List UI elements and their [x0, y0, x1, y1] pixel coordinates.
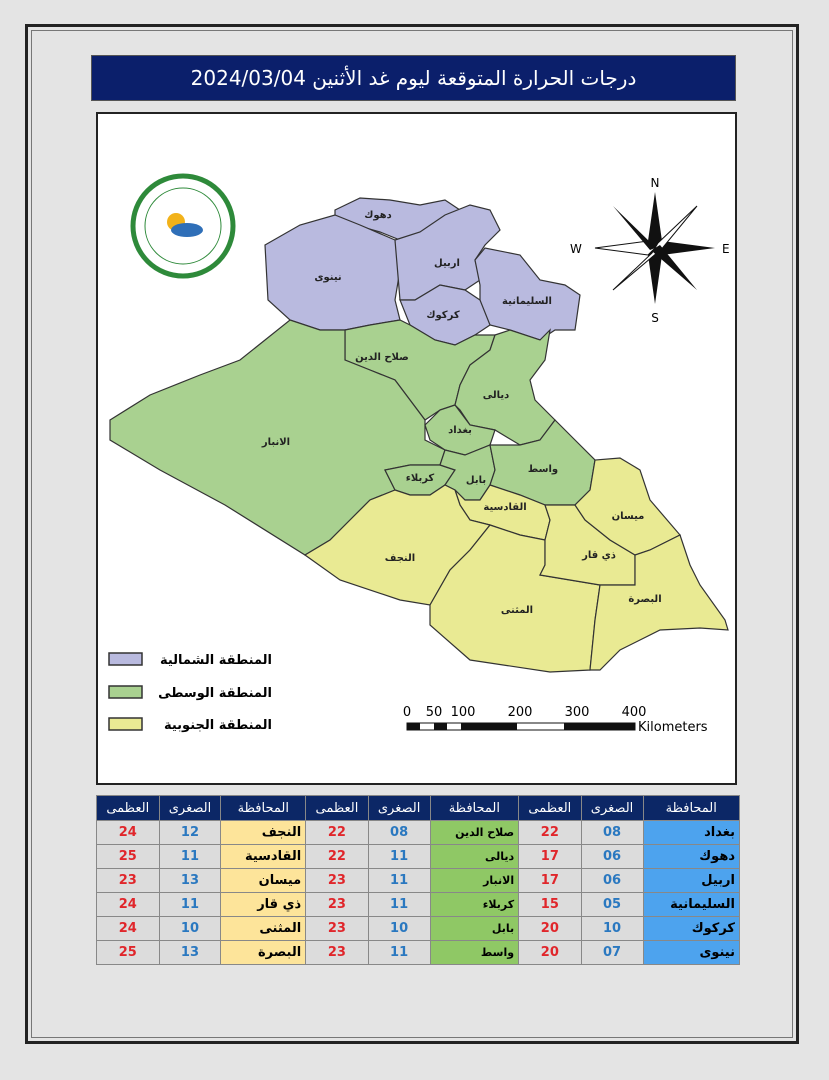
table-row	[97, 893, 740, 917]
max-temp-cell: 24	[97, 917, 160, 941]
legend-south: المنطقة الجنوبية	[163, 718, 272, 733]
province-cell: البصرة	[221, 941, 306, 965]
scale-bar	[403, 705, 708, 735]
province-cell: بابل	[430, 917, 519, 941]
min-temp-cell: 07	[581, 941, 643, 965]
label-sulaymaniyah: السليمانية	[502, 296, 552, 307]
min-temp-cell: 05	[581, 893, 643, 917]
max-temp-cell: 23	[306, 917, 368, 941]
label-dhiqar: ذي قار	[582, 550, 616, 561]
max-temp-cell: 15	[519, 893, 581, 917]
province-cell: ميسان	[221, 869, 306, 893]
max-temp-cell: 25	[97, 845, 160, 869]
province-cell: القادسية	[221, 845, 306, 869]
max-temp-cell: 20	[519, 941, 581, 965]
max-temp-cell: 23	[306, 941, 368, 965]
min-temp-cell: 11	[368, 893, 430, 917]
table-row	[97, 821, 740, 845]
table-header-row	[97, 796, 740, 821]
min-temp-cell: 13	[159, 941, 221, 965]
max-temp-cell: 24	[97, 893, 160, 917]
label-kirkuk: كركوك	[426, 310, 460, 321]
scale-tick-200: 200	[507, 705, 533, 720]
min-temp-cell: 11	[159, 845, 221, 869]
min-temp-cell: 08	[368, 821, 430, 845]
header-province: المحافظة	[221, 796, 306, 821]
min-temp-cell: 10	[581, 917, 643, 941]
province-cell: ديالى	[430, 845, 519, 869]
table-row	[97, 869, 740, 893]
label-wasit: واسط	[527, 464, 559, 475]
compass-rose-icon	[570, 176, 730, 325]
header-province: المحافظة	[430, 796, 519, 821]
min-temp-cell: 06	[581, 845, 643, 869]
header-province: المحافظة	[643, 796, 740, 821]
province-sulaymaniyah	[475, 248, 580, 340]
max-temp-cell: 17	[519, 869, 581, 893]
province-cell: النجف	[221, 821, 306, 845]
province-cell: بغداد	[643, 821, 740, 845]
label-muthanna: المثنى	[500, 605, 534, 616]
legend-north: المنطقة الشمالية	[159, 653, 272, 668]
label-erbil: اربيل	[434, 258, 460, 269]
scale-tick-50: 50	[425, 705, 443, 720]
table-row	[97, 941, 740, 965]
label-basra: البصرة	[628, 594, 662, 605]
table-row	[97, 845, 740, 869]
scale-unit: Kilometers	[638, 720, 708, 735]
scale-tick-300: 300	[564, 705, 590, 720]
scale-tick-400: 400	[621, 705, 647, 720]
label-salahaddin: صلاح الدين	[355, 352, 409, 363]
min-temp-cell: 11	[368, 845, 430, 869]
iraq-map	[96, 112, 737, 785]
province-cell: المثنى	[221, 917, 306, 941]
province-cell: دهوك	[643, 845, 740, 869]
max-temp-cell: 23	[97, 869, 160, 893]
label-najaf: النجف	[384, 553, 416, 564]
max-temp-cell: 23	[306, 893, 368, 917]
province-cell: اربيل	[643, 869, 740, 893]
province-cell: كربلاء	[430, 893, 519, 917]
compass-w: W	[570, 242, 582, 256]
max-temp-cell: 22	[519, 821, 581, 845]
header-max: العظمى	[97, 796, 160, 821]
max-temp-cell: 25	[97, 941, 160, 965]
province-cell: واسط	[430, 941, 519, 965]
province-cell: السليمانية	[643, 893, 740, 917]
label-qadisiyah: القادسية	[483, 502, 527, 513]
table-row	[97, 917, 740, 941]
province-cell: الانبار	[430, 869, 519, 893]
min-temp-cell: 11	[159, 893, 221, 917]
temperature-table	[96, 795, 740, 965]
label-maysan: ميسان	[611, 511, 645, 522]
min-temp-cell: 10	[368, 917, 430, 941]
map-legend	[109, 653, 272, 733]
meteorology-logo	[133, 176, 233, 276]
label-anbar: الانبار	[261, 437, 291, 448]
header-min: الصغرى	[581, 796, 643, 821]
max-temp-cell: 17	[519, 845, 581, 869]
header-max: العظمى	[519, 796, 581, 821]
label-nineveh: نينوى	[314, 272, 342, 283]
compass-s: S	[651, 311, 659, 325]
scale-tick-100: 100	[450, 705, 476, 720]
header-min: الصغرى	[368, 796, 430, 821]
max-temp-cell: 24	[97, 821, 160, 845]
max-temp-cell: 20	[519, 917, 581, 941]
header-max: العظمى	[306, 796, 368, 821]
label-karbala: كربلاء	[405, 473, 435, 484]
min-temp-cell: 06	[581, 869, 643, 893]
label-diyala: ديالى	[482, 390, 510, 401]
min-temp-cell: 08	[581, 821, 643, 845]
province-cell: ذي قار	[221, 893, 306, 917]
compass-e: E	[722, 242, 730, 256]
min-temp-cell: 10	[159, 917, 221, 941]
compass-n: N	[650, 176, 660, 190]
min-temp-cell: 11	[368, 869, 430, 893]
max-temp-cell: 22	[306, 845, 368, 869]
max-temp-cell: 23	[306, 869, 368, 893]
max-temp-cell: 22	[306, 821, 368, 845]
header-min: الصغرى	[159, 796, 221, 821]
province-cell: صلاح الدين	[430, 821, 519, 845]
min-temp-cell: 11	[368, 941, 430, 965]
label-dohuk: دهوك	[364, 210, 392, 221]
min-temp-cell: 12	[159, 821, 221, 845]
scale-tick-0: 0	[402, 705, 412, 720]
page-title: درجات الحرارة المتوقعة ليوم غد الأثنين 2024/03/04	[91, 55, 736, 101]
min-temp-cell: 13	[159, 869, 221, 893]
province-cell: كركوك	[643, 917, 740, 941]
label-babil: بابل	[465, 475, 487, 486]
legend-central: المنطقة الوسطى	[158, 686, 272, 701]
label-baghdad: بغداد	[448, 425, 472, 436]
province-cell: نينوى	[643, 941, 740, 965]
